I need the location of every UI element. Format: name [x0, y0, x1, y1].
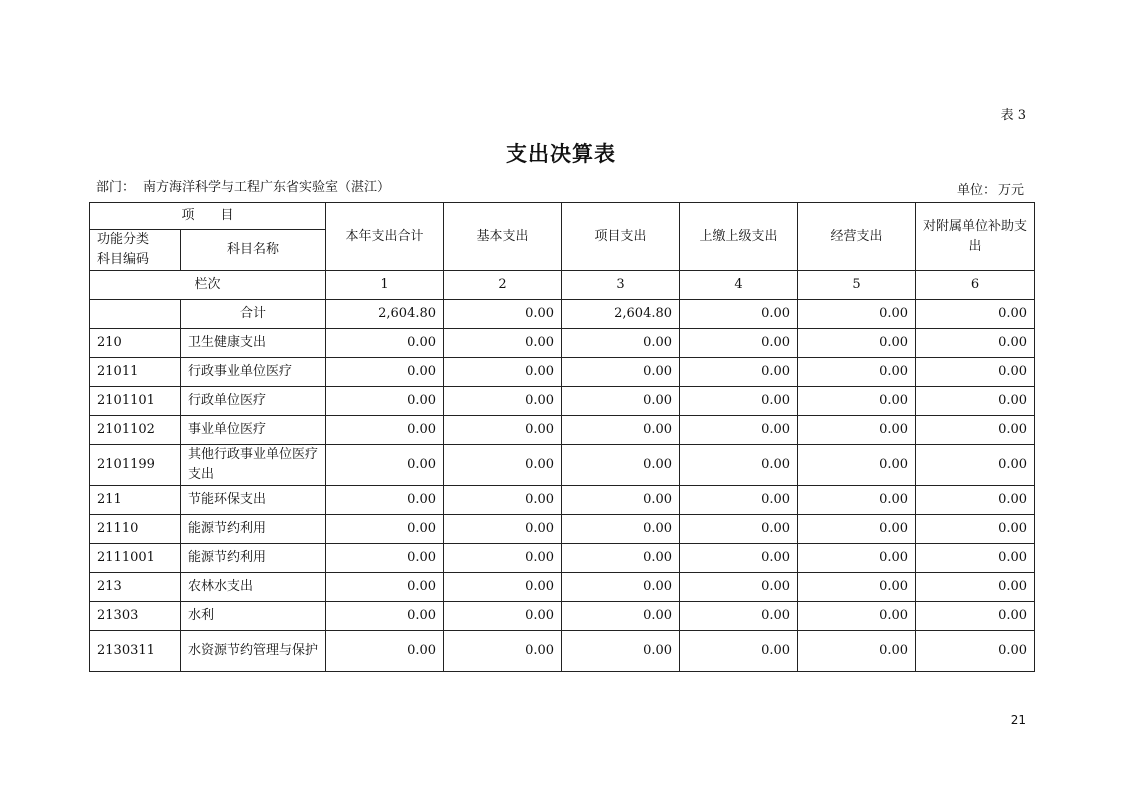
function-code: 210 [90, 329, 181, 358]
column-header: 上缴上级支出 [680, 203, 798, 271]
amount-cell: 0.00 [798, 573, 916, 602]
function-code: 2111001 [90, 544, 181, 573]
header-code: 功能分类 科目编码 [90, 230, 181, 271]
amount-cell: 0.00 [444, 602, 562, 631]
amount-cell: 0.00 [680, 358, 798, 387]
amount-cell: 0.00 [798, 544, 916, 573]
column-header: 项目支出 [562, 203, 680, 271]
column-header: 本年支出合计 [326, 203, 444, 271]
amount-cell: 0.00 [916, 544, 1035, 573]
amount-cell: 0.00 [916, 416, 1035, 445]
amount-cell: 0.00 [444, 329, 562, 358]
total-value: 2,604.80 [326, 300, 444, 329]
table-row [90, 486, 1035, 515]
unit-label: 单位： [956, 183, 996, 198]
amount-cell: 0.00 [444, 416, 562, 445]
table-row [90, 631, 1035, 672]
function-code: 213 [90, 573, 181, 602]
function-code: 2101102 [90, 416, 181, 445]
column-index-row [90, 271, 1035, 300]
amount-cell: 0.00 [444, 445, 562, 486]
subject-name: 行政事业单位医疗 [181, 358, 326, 387]
amount-cell: 0.00 [326, 573, 444, 602]
amount-cell: 0.00 [326, 602, 444, 631]
function-code: 2101199 [90, 445, 181, 486]
total-value: 0.00 [680, 300, 798, 329]
column-header: 基本支出 [444, 203, 562, 271]
amount-cell: 0.00 [562, 387, 680, 416]
header-name: 科目名称 [181, 230, 326, 271]
amount-cell: 0.00 [916, 631, 1035, 672]
table-row [90, 573, 1035, 602]
table-row [90, 416, 1035, 445]
amount-cell: 0.00 [444, 358, 562, 387]
subject-name: 水资源节约管理与保护 [181, 631, 326, 672]
function-code: 21303 [90, 602, 181, 631]
amount-cell: 0.00 [798, 445, 916, 486]
amount-cell: 0.00 [444, 631, 562, 672]
amount-cell: 0.00 [680, 515, 798, 544]
amount-cell: 0.00 [916, 602, 1035, 631]
amount-cell: 0.00 [680, 329, 798, 358]
amount-cell: 0.00 [680, 387, 798, 416]
total-label: 合计 [181, 300, 326, 329]
department-label: 部门： [96, 180, 136, 195]
amount-cell: 0.00 [680, 445, 798, 486]
column-index: 3 [562, 271, 680, 300]
amount-cell: 0.00 [326, 329, 444, 358]
amount-cell: 0.00 [680, 602, 798, 631]
amount-cell: 0.00 [444, 486, 562, 515]
amount-cell: 0.00 [798, 387, 916, 416]
unit-line [957, 179, 1026, 198]
amount-cell: 0.00 [916, 573, 1035, 602]
amount-cell: 0.00 [680, 486, 798, 515]
amount-cell: 0.00 [680, 631, 798, 672]
column-index: 4 [680, 271, 798, 300]
function-code: 2101101 [90, 387, 181, 416]
amount-cell: 0.00 [562, 416, 680, 445]
amount-cell: 0.00 [444, 515, 562, 544]
function-code: 2130311 [90, 631, 181, 672]
amount-cell: 0.00 [916, 387, 1035, 416]
amount-cell: 0.00 [444, 387, 562, 416]
table-row [90, 544, 1035, 573]
amount-cell: 0.00 [326, 544, 444, 573]
amount-cell: 0.00 [680, 573, 798, 602]
amount-cell: 0.00 [562, 445, 680, 486]
amount-cell: 0.00 [562, 358, 680, 387]
amount-cell: 0.00 [444, 544, 562, 573]
column-header: 经营支出 [798, 203, 916, 271]
table-row [90, 358, 1035, 387]
amount-cell: 0.00 [326, 416, 444, 445]
amount-cell: 0.00 [798, 602, 916, 631]
subject-name: 事业单位医疗 [181, 416, 326, 445]
table-row [90, 329, 1035, 358]
amount-cell: 0.00 [562, 486, 680, 515]
column-index: 5 [798, 271, 916, 300]
subject-name: 卫生健康支出 [181, 329, 326, 358]
amount-cell: 0.00 [916, 358, 1035, 387]
amount-cell: 0.00 [326, 445, 444, 486]
department-line [96, 176, 398, 195]
amount-cell: 0.00 [680, 544, 798, 573]
amount-cell: 0.00 [326, 631, 444, 672]
total-value: 0.00 [916, 300, 1035, 329]
table-row [90, 445, 1035, 486]
amount-cell: 0.00 [562, 631, 680, 672]
column-index: 1 [326, 271, 444, 300]
amount-cell: 0.00 [798, 515, 916, 544]
amount-cell: 0.00 [444, 573, 562, 602]
function-code: 21011 [90, 358, 181, 387]
total-value: 2,604.80 [562, 300, 680, 329]
amount-cell: 0.00 [798, 416, 916, 445]
header-row [90, 203, 1035, 230]
amount-cell: 0.00 [562, 573, 680, 602]
function-code: 21110 [90, 515, 181, 544]
amount-cell: 0.00 [326, 486, 444, 515]
header-item: 项 目 [90, 203, 326, 230]
subject-name: 行政单位医疗 [181, 387, 326, 416]
amount-cell: 0.00 [798, 631, 916, 672]
amount-cell: 0.00 [798, 486, 916, 515]
total-value: 0.00 [798, 300, 916, 329]
amount-cell: 0.00 [680, 416, 798, 445]
department-name: 南方海洋科学与工程广东省实验室（湛江） [143, 180, 391, 195]
function-code: 211 [90, 486, 181, 515]
column-index: 2 [444, 271, 562, 300]
amount-cell: 0.00 [916, 486, 1035, 515]
subject-name: 农林水支出 [181, 573, 326, 602]
column-index: 6 [916, 271, 1035, 300]
expense-table [89, 202, 1035, 672]
amount-cell: 0.00 [326, 387, 444, 416]
table-row [90, 387, 1035, 416]
amount-cell: 0.00 [562, 602, 680, 631]
amount-cell: 0.00 [562, 515, 680, 544]
total-value: 0.00 [444, 300, 562, 329]
page-title: 支出决算表 [506, 142, 616, 166]
subject-name: 水利 [181, 602, 326, 631]
amount-cell: 0.00 [798, 358, 916, 387]
total-code-cell [90, 300, 181, 329]
amount-cell: 0.00 [326, 515, 444, 544]
amount-cell: 0.00 [916, 515, 1035, 544]
subject-name: 能源节约利用 [181, 515, 326, 544]
amount-cell: 0.00 [916, 329, 1035, 358]
table-row [90, 602, 1035, 631]
subject-name: 能源节约利用 [181, 544, 326, 573]
table-number: 表 3 [1000, 108, 1026, 123]
subject-name: 其他行政事业单位医疗支出 [181, 445, 326, 486]
amount-cell: 0.00 [562, 544, 680, 573]
subject-name: 节能环保支出 [181, 486, 326, 515]
amount-cell: 0.00 [562, 329, 680, 358]
table-row [90, 515, 1035, 544]
column-header: 对附属单位补助支出 [916, 203, 1035, 271]
total-row [90, 300, 1035, 329]
page-number: 21 [1010, 713, 1026, 727]
amount-cell: 0.00 [916, 445, 1035, 486]
amount-cell: 0.00 [326, 358, 444, 387]
amount-cell: 0.00 [798, 329, 916, 358]
unit-value: 万元 [997, 183, 1024, 198]
index-label: 栏次 [90, 271, 326, 300]
